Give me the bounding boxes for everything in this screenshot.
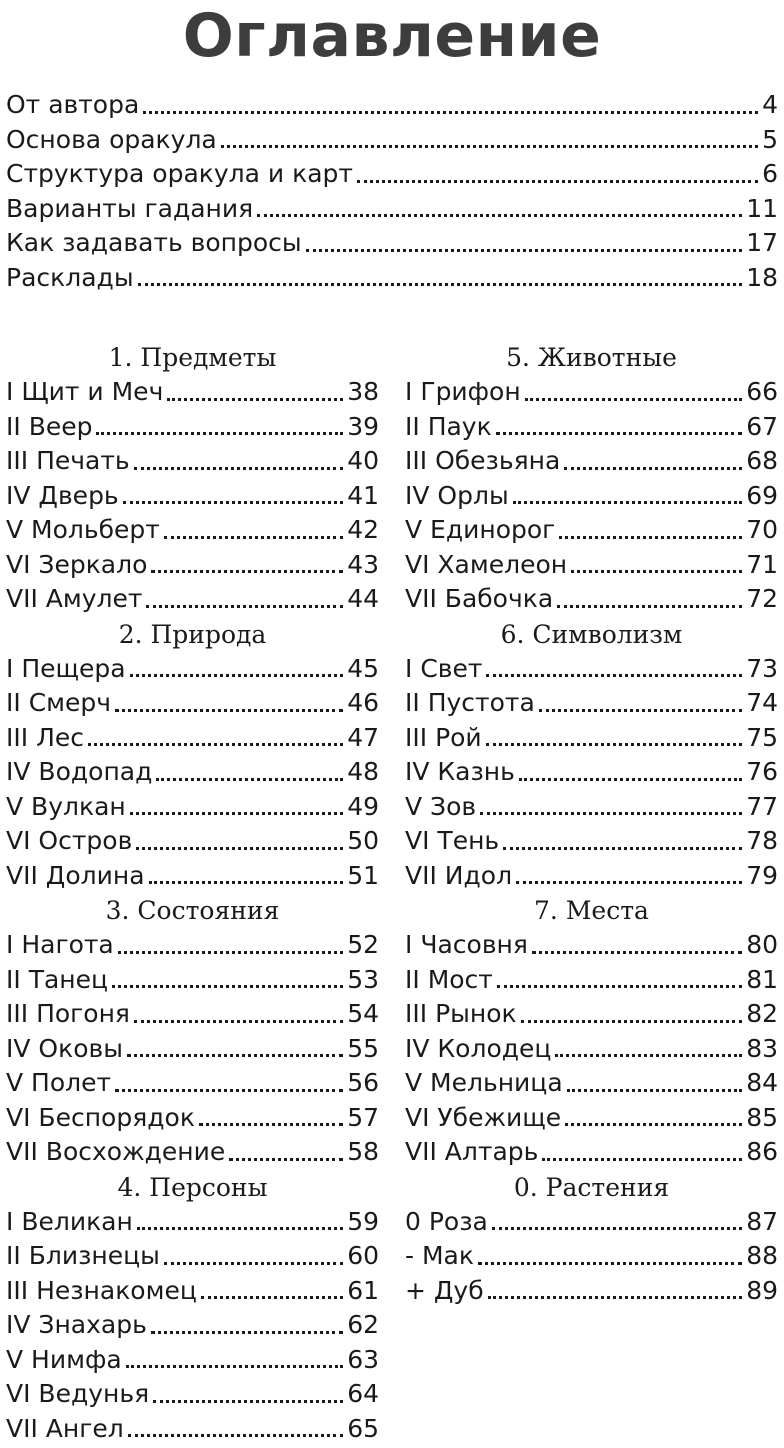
dot-leader <box>565 1123 742 1126</box>
entry-page-number: 77 <box>746 791 778 821</box>
entry-page-number: 76 <box>746 757 778 786</box>
dot-leader <box>503 847 742 850</box>
entry-page-number: 72 <box>746 584 778 613</box>
dot-leader <box>167 398 343 401</box>
dot-leader <box>134 1020 343 1023</box>
dot-leader <box>123 501 344 504</box>
entry-label: V Вулкан <box>6 791 126 821</box>
dot-leader <box>532 951 742 954</box>
entry-label: VI Тень <box>405 826 500 855</box>
entry-page-number: 50 <box>347 826 379 855</box>
section-title: 1. Предметы <box>108 343 277 372</box>
entry-page-number: 51 <box>347 860 379 890</box>
sections-columns <box>6 340 778 1446</box>
entry-page-number: 57 <box>347 1102 379 1132</box>
entry-page-number: 74 <box>746 688 778 717</box>
toc-entry[interactable] <box>6 1032 379 1067</box>
entry-page-number: 67 <box>746 411 778 441</box>
entry-label: IV Знахарь <box>6 1310 147 1339</box>
entry-page-number: 87 <box>746 1206 778 1236</box>
toc-entry[interactable] <box>6 226 778 261</box>
dot-leader <box>525 398 742 401</box>
toc-entry[interactable] <box>405 928 778 963</box>
entry-page-number: 53 <box>347 964 379 994</box>
entry-label: VII Бабочка <box>405 584 554 613</box>
entry-page-number: 40 <box>347 446 379 475</box>
dot-leader <box>136 847 343 850</box>
entry-page-number: 59 <box>347 1206 379 1236</box>
toc-entry[interactable] <box>405 548 778 583</box>
entry-label: II Смерч <box>6 688 112 717</box>
dot-leader <box>164 536 343 539</box>
entry-page-number: 69 <box>746 480 778 510</box>
toc-entry[interactable] <box>405 1066 778 1101</box>
section-title: 5. Животные <box>506 343 677 372</box>
dot-leader <box>151 570 343 573</box>
entry-label: VII Ангел <box>6 1413 124 1443</box>
entry-label: Как задавать вопросы <box>6 228 302 257</box>
dot-leader <box>542 1158 742 1161</box>
toc-entry[interactable] <box>6 824 379 859</box>
dot-leader <box>127 1054 343 1057</box>
entry-page-number: 83 <box>746 1033 778 1063</box>
entry-label: VII Восхождение <box>6 1137 226 1166</box>
right-column <box>405 340 778 1446</box>
dot-leader <box>112 985 343 988</box>
toc-entry[interactable] <box>6 755 379 790</box>
toc-entry[interactable] <box>6 192 778 227</box>
toc-entry[interactable] <box>6 1135 379 1170</box>
dot-leader <box>516 881 742 884</box>
toc-entry[interactable] <box>6 721 379 756</box>
toc-entry[interactable] <box>6 1308 379 1343</box>
toc-entry[interactable] <box>6 928 379 963</box>
dot-leader <box>521 1020 743 1023</box>
toc-entry[interactable] <box>405 790 778 825</box>
entry-label: IV Дверь <box>6 480 119 510</box>
entry-page-number: 55 <box>347 1033 379 1063</box>
entry-label: V Полет <box>6 1068 112 1097</box>
entry-label: III Лес <box>6 722 84 752</box>
entry-page-number: 39 <box>347 411 379 441</box>
entry-page-number: 89 <box>746 1275 778 1305</box>
toc-entry[interactable] <box>405 686 778 721</box>
toc-entry[interactable] <box>6 997 379 1032</box>
toc-entry[interactable] <box>405 652 778 687</box>
toc-entry[interactable] <box>6 1343 379 1378</box>
toc-entry[interactable] <box>6 1274 379 1309</box>
entry-page-number: 38 <box>347 377 379 406</box>
dot-leader <box>138 283 743 286</box>
dot-leader <box>153 1400 343 1403</box>
entry-label: VII Алтарь <box>405 1137 539 1166</box>
toc-entry[interactable] <box>6 652 379 687</box>
toc-entry[interactable] <box>6 1205 379 1240</box>
entry-page-number: 84 <box>746 1068 778 1097</box>
dot-leader <box>130 674 344 677</box>
toc-entry[interactable] <box>405 963 778 998</box>
dot-leader <box>221 145 758 148</box>
toc-entry[interactable] <box>6 1066 379 1101</box>
toc-entry[interactable] <box>405 721 778 756</box>
entry-label: VI Остров <box>6 826 133 855</box>
entry-page-number: 48 <box>347 757 379 786</box>
dot-leader <box>478 1262 742 1265</box>
entry-page-number: 78 <box>746 826 778 855</box>
entry-page-number: 73 <box>746 653 778 683</box>
entry-page-number: 42 <box>347 515 379 544</box>
dot-leader <box>539 709 742 712</box>
dot-leader <box>118 951 343 954</box>
entry-label: II Мост <box>405 964 493 994</box>
entry-label: V Единорог <box>405 515 556 544</box>
entry-page-number: 56 <box>347 1068 379 1097</box>
toc-entry[interactable] <box>6 479 379 514</box>
dot-leader <box>357 180 758 183</box>
entry-label: I Грифон <box>405 377 521 406</box>
entry-page-number: 60 <box>347 1241 379 1270</box>
entry-page-number: 88 <box>746 1241 778 1270</box>
entry-label: II Пустота <box>405 688 535 717</box>
toc-entry[interactable] <box>6 1412 379 1447</box>
entry-page-number: 5 <box>762 124 778 154</box>
dot-leader <box>486 674 742 677</box>
dot-leader <box>143 111 758 114</box>
entry-page-number: 65 <box>347 1413 379 1443</box>
section-title: 0. Растения <box>513 1172 670 1202</box>
toc-entry[interactable] <box>405 997 778 1032</box>
entry-page-number: 45 <box>347 653 379 683</box>
entry-page-number: 63 <box>347 1344 379 1374</box>
toc-entry[interactable] <box>6 582 379 617</box>
dot-leader <box>229 1158 343 1161</box>
entry-label: VII Амулет <box>6 584 143 613</box>
page-title: Оглавление <box>182 1 602 71</box>
entry-page-number: 64 <box>347 1379 379 1408</box>
entry-label: I Великан <box>6 1206 133 1236</box>
section-title: 4. Персоны <box>117 1172 268 1202</box>
entry-page-number: 82 <box>746 999 778 1028</box>
toc-entry[interactable] <box>405 859 778 894</box>
entry-label: V Мельница <box>405 1068 563 1097</box>
entry-label: VI Зеркало <box>6 549 148 579</box>
entry-page-number: 66 <box>746 377 778 406</box>
entry-label: Расклады <box>6 262 134 292</box>
entry-page-number: 11 <box>746 193 778 223</box>
entry-page-number: 62 <box>347 1310 379 1339</box>
dot-leader <box>146 605 343 608</box>
dot-leader <box>513 501 743 504</box>
entry-page-number: 52 <box>347 930 379 959</box>
entry-label: Структура оракула и карт <box>6 159 353 188</box>
toc-entry[interactable] <box>6 444 379 479</box>
dot-leader <box>306 249 743 252</box>
entry-label: III Печать <box>6 446 130 475</box>
toc-entry[interactable] <box>6 963 379 998</box>
dot-leader <box>164 1262 343 1265</box>
toc-entry[interactable] <box>6 88 778 123</box>
entry-page-number: 41 <box>347 480 379 510</box>
toc-entry[interactable] <box>6 859 379 894</box>
entry-page-number: 49 <box>347 791 379 821</box>
entry-page-number: 79 <box>746 860 778 890</box>
entry-label: IV Орлы <box>405 480 509 510</box>
entry-page-number: 71 <box>746 549 778 579</box>
entry-label: II Паук <box>405 411 492 441</box>
toc-entry[interactable] <box>6 410 379 445</box>
entry-page-number: 75 <box>746 722 778 752</box>
entry-label: VII Идол <box>405 860 513 890</box>
toc-entry[interactable] <box>6 261 778 296</box>
toc-entry[interactable] <box>405 479 778 514</box>
toc-entry[interactable] <box>405 1239 778 1274</box>
entry-label: - Мак <box>405 1241 474 1270</box>
toc-entry[interactable] <box>405 375 778 410</box>
dot-leader <box>137 1227 343 1230</box>
entry-label: V Мольберт <box>6 515 160 544</box>
toc-entry[interactable] <box>405 824 778 859</box>
entry-label: VI Беспорядок <box>6 1102 195 1132</box>
entry-page-number: 4 <box>762 90 778 119</box>
section-title: 2. Природа <box>118 619 267 649</box>
entry-label: III Незнакомец <box>6 1275 197 1305</box>
toc-entry[interactable] <box>405 444 778 479</box>
toc-entry[interactable] <box>6 157 778 192</box>
entry-page-number: 54 <box>347 999 379 1028</box>
entry-label: IV Колодец <box>405 1033 552 1063</box>
toc-entry[interactable] <box>6 686 379 721</box>
entry-label: От автора <box>6 90 140 119</box>
dot-leader <box>115 1089 343 1092</box>
toc-entry[interactable] <box>405 755 778 790</box>
toc-entry[interactable] <box>405 1101 778 1136</box>
entry-page-number: 44 <box>347 584 379 613</box>
dot-leader <box>488 1296 743 1299</box>
dot-leader <box>88 743 343 746</box>
dot-leader <box>496 432 742 435</box>
dot-leader <box>555 1054 742 1057</box>
entry-label: II Веер <box>6 411 93 441</box>
dot-leader <box>480 812 742 815</box>
toc-entry[interactable] <box>405 1032 778 1067</box>
entry-page-number: 61 <box>347 1275 379 1305</box>
toc-entry[interactable] <box>6 548 379 583</box>
left-column <box>6 340 379 1446</box>
entry-page-number: 85 <box>746 1102 778 1132</box>
entry-page-number: 18 <box>746 262 778 292</box>
entry-label: I Щит и Меч <box>6 377 164 406</box>
dot-leader <box>149 881 344 884</box>
entry-label: Основа оракула <box>6 124 217 154</box>
entry-label: I Свет <box>405 653 483 683</box>
entry-page-number: 58 <box>347 1137 379 1166</box>
entry-label: 0 Роза <box>405 1206 488 1236</box>
toc-entry[interactable] <box>405 1135 778 1170</box>
entry-page-number: 43 <box>347 549 379 579</box>
entry-label: III Погоня <box>6 999 130 1028</box>
entry-label: V Нимфа <box>6 1344 122 1374</box>
entry-label: III Обезьяна <box>405 446 561 475</box>
dot-leader <box>156 778 343 781</box>
toc-entry[interactable] <box>6 513 379 548</box>
entry-page-number: 81 <box>746 964 778 994</box>
entry-page-number: 80 <box>746 930 778 959</box>
entry-page-number: 6 <box>762 159 778 188</box>
entry-page-number: 86 <box>746 1137 778 1166</box>
intro-list <box>6 88 778 295</box>
entry-page-number: 46 <box>347 688 379 717</box>
toc-entry[interactable] <box>6 375 379 410</box>
entry-label: III Рынок <box>405 999 517 1028</box>
dot-leader <box>151 1331 343 1334</box>
section-title: 6. Символизм <box>500 619 683 649</box>
toc-entry[interactable] <box>6 1377 379 1412</box>
entry-label: Варианты гадания <box>6 193 254 223</box>
dot-leader <box>559 536 742 539</box>
dot-leader <box>199 1123 343 1126</box>
dot-leader <box>571 570 742 573</box>
dot-leader <box>96 432 343 435</box>
dot-leader <box>126 1365 344 1368</box>
section-title: 3. Состояния <box>105 896 280 925</box>
entry-label: II Танец <box>6 964 109 994</box>
entry-label: V Зов <box>405 791 477 821</box>
toc-entry[interactable] <box>6 123 778 158</box>
toc-entry[interactable] <box>405 1205 778 1240</box>
toc-entry[interactable] <box>6 1239 379 1274</box>
dot-leader <box>567 1089 743 1092</box>
toc-entry[interactable] <box>6 790 379 825</box>
dot-leader <box>519 778 742 781</box>
entry-label: VII Долина <box>6 860 145 890</box>
entry-label: IV Казнь <box>405 757 515 786</box>
entry-page-number: 17 <box>746 228 778 257</box>
entry-label: + Дуб <box>405 1275 484 1305</box>
entry-label: VI Ведунья <box>6 1379 150 1408</box>
dot-leader <box>134 467 344 470</box>
toc-entry[interactable] <box>405 582 778 617</box>
entry-label: VI Убежище <box>405 1102 562 1132</box>
entry-label: IV Водопад <box>6 757 153 786</box>
entry-label: II Близнецы <box>6 1241 160 1270</box>
dot-leader <box>115 709 343 712</box>
dot-leader <box>486 743 743 746</box>
dot-leader <box>130 812 343 815</box>
entry-page-number: 68 <box>746 446 778 475</box>
dot-leader <box>257 214 742 217</box>
entry-label: III Рой <box>405 722 482 752</box>
dot-leader <box>201 1296 343 1299</box>
dot-leader <box>492 1227 742 1230</box>
entry-page-number: 70 <box>746 515 778 544</box>
entry-page-number: 47 <box>347 722 379 752</box>
toc-entry[interactable] <box>405 1274 778 1309</box>
entry-label: I Нагота <box>6 930 114 959</box>
dot-leader <box>128 1434 343 1437</box>
entry-label: VI Хамелеон <box>405 549 568 579</box>
entry-label: I Пещера <box>6 653 126 683</box>
section-title: 7. Места <box>534 896 649 925</box>
dot-leader <box>497 985 742 988</box>
entry-label: IV Оковы <box>6 1033 123 1063</box>
dot-leader <box>564 467 742 470</box>
toc-entry[interactable] <box>405 513 778 548</box>
dot-leader <box>557 605 742 608</box>
toc-entry[interactable] <box>405 410 778 445</box>
entry-label: I Часовня <box>405 930 528 959</box>
toc-entry[interactable] <box>6 1101 379 1136</box>
